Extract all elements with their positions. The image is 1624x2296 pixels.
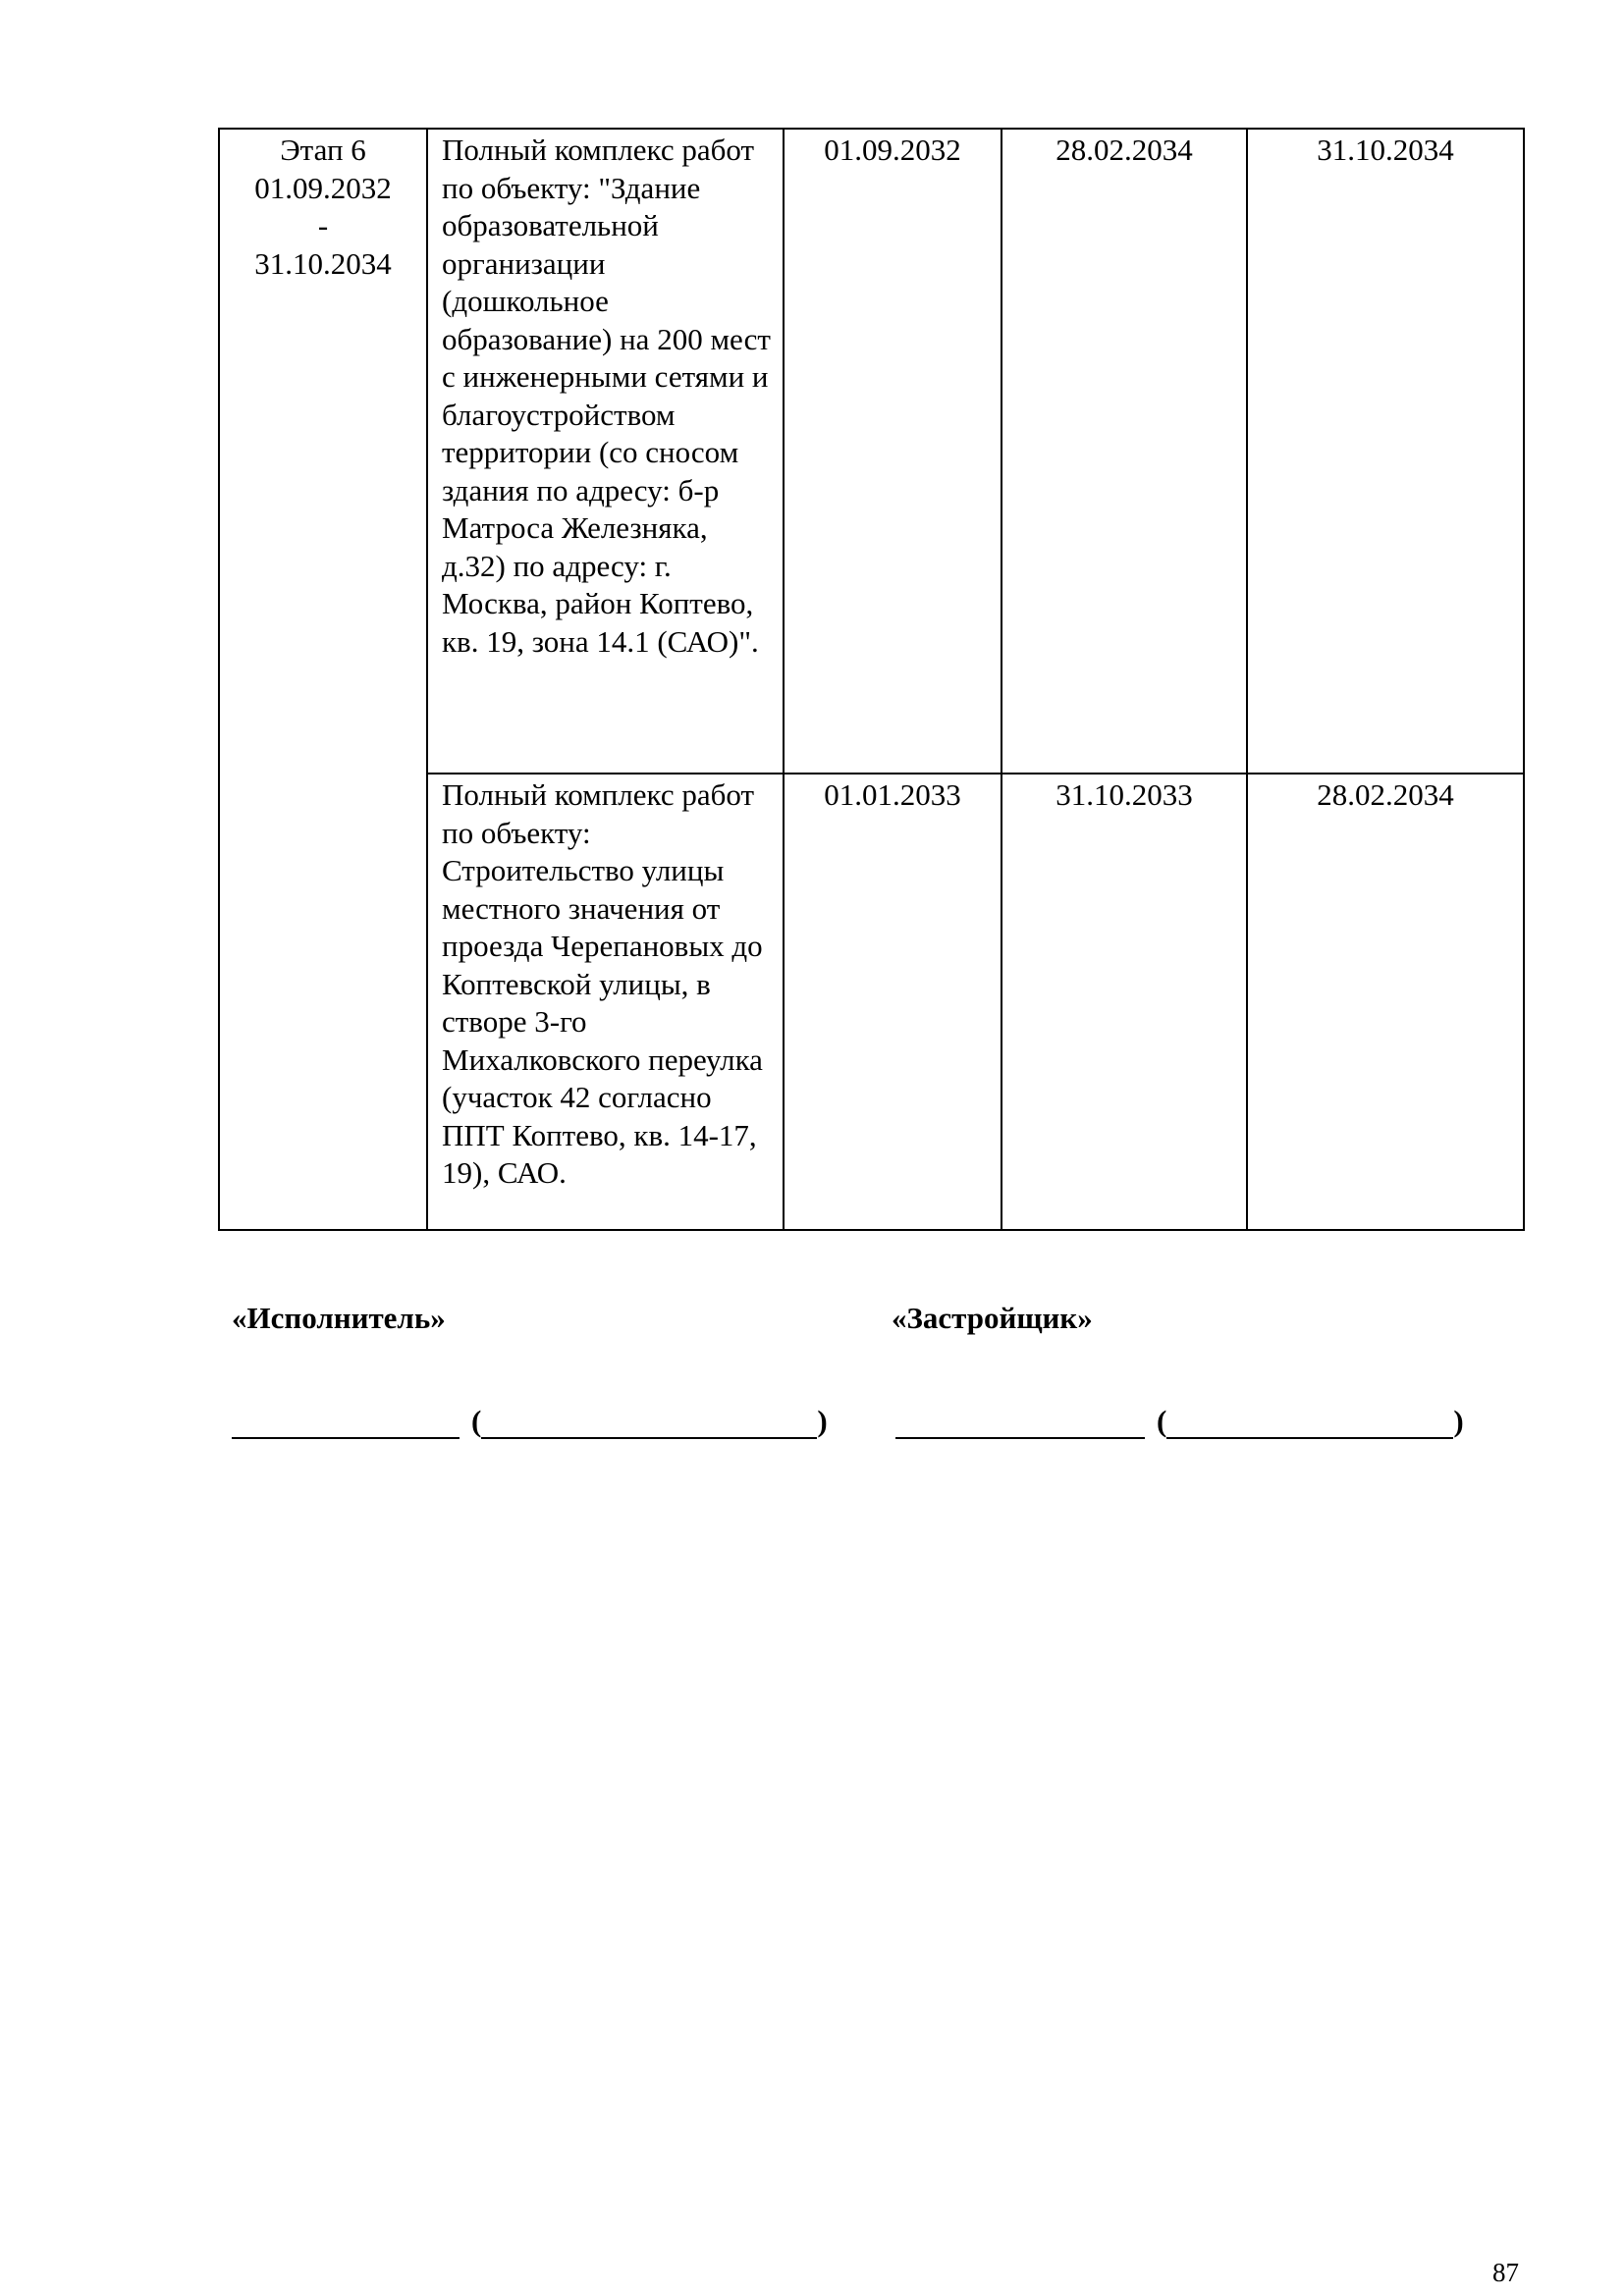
developer-signature-blank (895, 1410, 1145, 1439)
executor-signature-blank (232, 1410, 460, 1439)
page-number: 87 (1492, 2258, 1519, 2287)
developer-open-paren: ( (1157, 1404, 1167, 1438)
intermediate-date: 31.10.2033 (1001, 774, 1247, 1230)
developer-signature-line (895, 1404, 1464, 1439)
executor-signature-line (232, 1404, 828, 1439)
work-description: Полный комплекс работ по объекту: Строительство улицы местного значения от проезда Черепановых до Коптевской улицы, в створе 3-го Михалковского переулка (участок 42 согласно ППТ Коптево, кв. 14-17, 19), САО. (427, 774, 784, 1230)
intermediate-date: 28.02.2034 (1001, 129, 1247, 774)
work-description: Полный комплекс работ по объекту: "Здание образовательной организации (дошкольное образование) на 200 мест с инженерными сетями и благоустройством территории (со сносом здания по адресу: б-р Матроса Железняка, д.32) по адресу: г. Москва, район Коптево, кв. 19, зона 14.1 (САО)". (427, 129, 784, 774)
executor-title: «Исполнитель» (232, 1301, 446, 1335)
schedule-table (218, 128, 1525, 1231)
executor-name-blank (481, 1410, 817, 1439)
executor-close-paren: ) (817, 1404, 828, 1438)
stage-cell (219, 129, 427, 1230)
start-date: 01.09.2032 (784, 129, 1001, 774)
executor-open-paren: ( (471, 1404, 482, 1438)
start-date: 01.01.2033 (784, 774, 1001, 1230)
stage-start-date: 01.09.2032 (254, 170, 392, 205)
developer-title: «Застройщик» (892, 1301, 1093, 1335)
developer-name-blank (1166, 1410, 1453, 1439)
stage-dash: - (317, 208, 329, 242)
stage-end-date: 31.10.2034 (254, 245, 392, 281)
stage-label: Этап 6 (280, 133, 366, 167)
end-date: 28.02.2034 (1247, 774, 1524, 1230)
table-row (219, 129, 1524, 774)
end-date: 31.10.2034 (1247, 129, 1524, 774)
developer-close-paren: ) (1453, 1404, 1464, 1438)
